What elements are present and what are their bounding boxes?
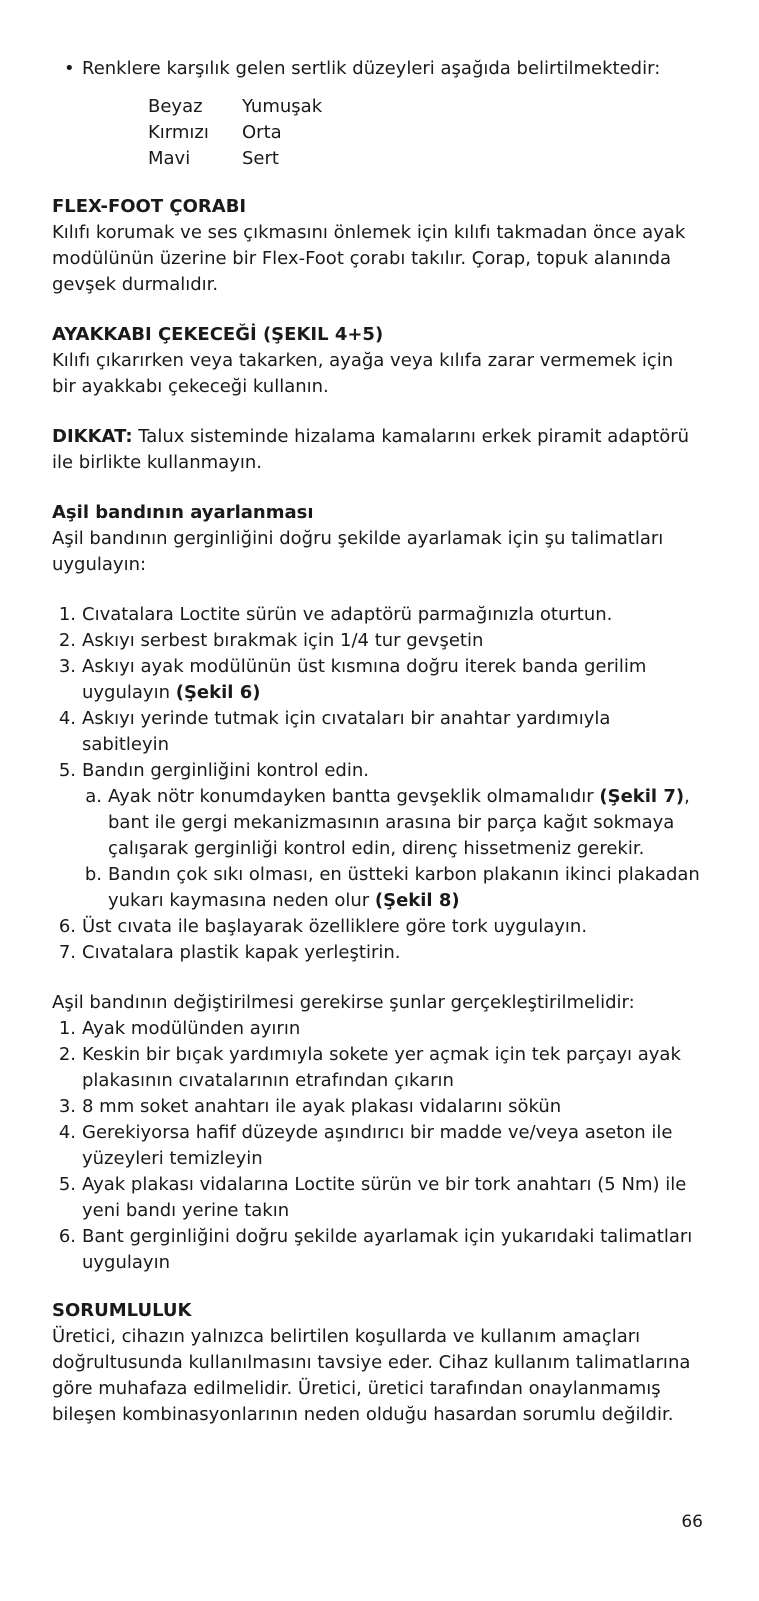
figure-ref: (Şekil 7) xyxy=(599,786,685,807)
hardness-level: Sert xyxy=(242,148,279,169)
hardness-level: Orta xyxy=(242,122,282,143)
liability-text: Üretici, cihazın yalnızca belirtilen koşullarda ve kullanım amaçları doğrultusunda kullanılmasını tavsiye eder. Cihaz kullanım talimatlarına göre muhafaza edilmelidir. Üretici, üretici tarafından onaylanmamış bileşen kombinasyonlarının neden olduğu hasardan sorumlu değildir. xyxy=(52,1326,691,1425)
color-name: Beyaz xyxy=(148,96,203,117)
hardness-row xyxy=(148,120,702,146)
figure-ref: (Şekil 8) xyxy=(374,890,460,911)
achilles-heading: Aşil bandının ayarlanması xyxy=(52,502,314,523)
list-item: 4. Gerekiyorsa hafif düzeyde aşındırıcı bir madde ve/veya aseton ile yüzeyleri temizleyin xyxy=(58,1122,673,1169)
hardness-bullet xyxy=(52,56,702,82)
adjust-steps xyxy=(52,602,702,966)
hardness-intro: Renklere karşılık gelen sertlik düzeyleri aşağıda belirtilmektedir: xyxy=(82,58,661,79)
list-item: 2. Keskin bir bıçak yardımıyla sokete yer açmak için tek parçayı ayak plakasının cıvatalarının etrafından çıkarın xyxy=(58,1044,681,1091)
color-name: Kırmızı xyxy=(148,122,209,143)
hardness-level: Yumuşak xyxy=(242,96,323,117)
list-item: 1. Ayak modülünden ayırın xyxy=(58,1018,301,1039)
hardness-row xyxy=(148,94,702,120)
caution-text: Talux sisteminde hizalama kamalarını erkek piramit adaptörü ile birlikte kullanmayın. xyxy=(52,426,690,473)
liability-heading: SORUMLULUK xyxy=(52,1300,192,1321)
hardness-table xyxy=(148,94,702,172)
list-item: 6. Üst cıvata ile başlayarak özelliklere göre tork uygulayın. xyxy=(58,916,588,937)
sub-list-item: a. Ayak nötr konumdayken bantta gevşeklik olmamalıdır (Şekil 7), bant ile gergi mekanizmasının arasına bir parça kağıt sokmaya çalışarak gerginliği kontrol edin, direnç hissetmeniz gerekir. xyxy=(85,786,690,859)
flexfoot-text: Kılıfı korumak ve ses çıkmasını önlemek için kılıfı takmadan önce ayak modülünün üzerine bir Flex-Foot çorabı takılır. Çorap, topuk alanında gevşek durmalıdır. xyxy=(52,222,686,295)
achilles-intro: Aşil bandının gerginliğini doğru şekilde ayarlamak için şu talimatları uygulayın: xyxy=(52,528,664,575)
flexfoot-heading: FLEX-FOOT ÇORABI xyxy=(52,196,247,217)
bullet-dot: • xyxy=(64,58,75,79)
replace-steps xyxy=(52,1016,702,1276)
color-name: Mavi xyxy=(148,148,191,169)
list-item: 6. Bant gerginliğini doğru şekilde ayarlamak için yukarıdaki talimatları uygulayın xyxy=(58,1226,693,1273)
page-number: 66 xyxy=(681,1512,703,1532)
list-item: 4. Askıyı yerinde tutmak için cıvataları bir anahtar yardımıyla sabitleyin xyxy=(58,708,611,755)
list-item: 3. 8 mm soket anahtarı ile ayak plakası vidalarını sökün xyxy=(58,1096,562,1117)
list-item: 5. Ayak plakası vidalarına Loctite sürün ve bir tork anahtarı (5 Nm) ile yeni bandı yerine takın xyxy=(58,1174,687,1221)
list-item: 3. Askıyı ayak modülünün üst kısmına doğru iterek banda gerilim uygulayın (Şekil 6) xyxy=(58,656,647,703)
list-item: 2. Askıyı serbest bırakmak için 1/4 tur gevşetin xyxy=(58,630,484,651)
list-item: 5. Bandın gerginliğini kontrol edin. xyxy=(58,760,369,781)
sub-list-item: b. Bandın çok sıkı olması, en üstteki karbon plakanın ikinci plakadan yukarı kaymasına neden olur (Şekil 8) xyxy=(84,864,700,911)
shoehorn-text: Kılıfı çıkarırken veya takarken, ayağa veya kılıfa zarar vermemek için bir ayakkabı çekeceği kullanın. xyxy=(52,350,674,397)
caution-paragraph xyxy=(52,424,702,476)
list-item: 7. Cıvatalara plastik kapak yerleştirin. xyxy=(58,942,401,963)
document-page xyxy=(52,56,702,1428)
list-item: 1. Cıvatalara Loctite sürün ve adaptörü parmağınızla oturtun. xyxy=(58,604,613,625)
shoehorn-heading: AYAKKABI ÇEKECEĞİ (ŞEKIL 4+5) xyxy=(52,324,384,345)
hardness-row xyxy=(148,146,702,172)
replace-intro: Aşil bandının değiştirilmesi gerekirse şunlar gerçekleştirilmelidir: xyxy=(52,992,635,1013)
figure-ref: (Şekil 6) xyxy=(175,682,261,703)
caution-label: DIKKAT: xyxy=(52,426,133,447)
